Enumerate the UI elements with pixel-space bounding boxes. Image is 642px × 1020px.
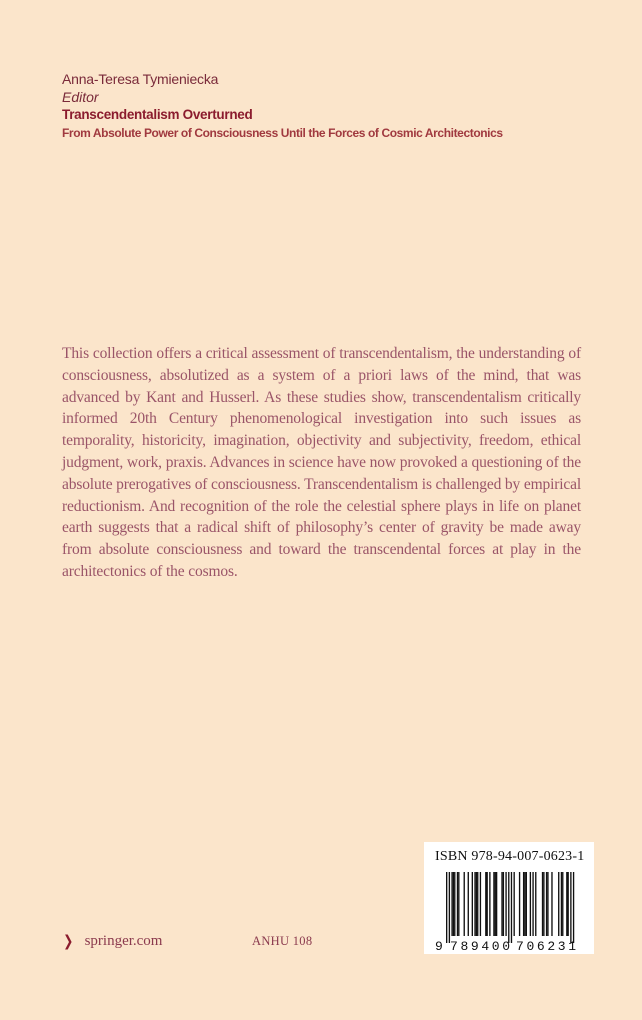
publisher-link[interactable] xyxy=(62,932,162,950)
barcode-bar xyxy=(547,872,548,936)
barcode-bar xyxy=(570,872,571,943)
barcode-bar xyxy=(451,872,452,936)
isbn-label: ISBN 978-94-007-0623-1 xyxy=(435,849,585,864)
barcode-bar xyxy=(505,872,506,936)
barcode-bar xyxy=(561,872,562,936)
barcode-bar xyxy=(519,872,520,936)
barcode-bar xyxy=(495,872,496,936)
barcode-bar xyxy=(485,872,486,936)
barcode-bar xyxy=(503,872,504,936)
isbn-barcode xyxy=(424,842,594,954)
barcode-bar xyxy=(477,872,478,936)
barcode-bar xyxy=(458,872,459,936)
barcode-bar xyxy=(566,872,567,936)
barcode-bar xyxy=(501,872,502,936)
barcode-bar xyxy=(514,872,515,936)
barcode-bar xyxy=(472,872,473,936)
barcode-bar xyxy=(532,872,533,936)
barcode-bar xyxy=(543,872,544,936)
barcode-bar xyxy=(551,872,552,936)
barcode-bar xyxy=(573,872,574,943)
series-code: ANHU 108 xyxy=(252,934,313,948)
barcode-bar xyxy=(446,872,447,943)
barcode-bar xyxy=(511,872,512,943)
barcode-bar xyxy=(524,872,525,936)
barcode-bar xyxy=(542,872,543,936)
barcode-bar xyxy=(546,872,547,936)
barcode-bar xyxy=(453,872,454,936)
barcode-bar xyxy=(480,872,481,936)
book-subtitle: From Absolute Power of Consciousness Until the Forces of Cosmic Architectonics xyxy=(62,126,503,140)
barcode-bar xyxy=(487,872,488,936)
barcode-bar xyxy=(468,872,469,936)
barcode-bar xyxy=(454,872,455,936)
barcode-bar xyxy=(562,872,563,936)
barcode-digits-left: 789400 xyxy=(450,939,510,954)
barcode-bar xyxy=(496,872,497,936)
barcode-bar xyxy=(568,872,569,936)
barcode-bar xyxy=(489,872,490,936)
barcode-bar xyxy=(476,872,477,936)
editor-role: Editor xyxy=(62,89,99,105)
barcode-bar xyxy=(526,872,527,936)
book-title: Transcendentalism Overturned xyxy=(62,107,253,122)
barcode-bar xyxy=(535,872,536,936)
barcode-graphic xyxy=(424,842,594,954)
barcode-bar xyxy=(457,872,458,936)
publisher-url[interactable]: springer.com xyxy=(84,932,163,949)
barcode-bar xyxy=(464,872,465,936)
author-name: Anna-Teresa Tymieniecka xyxy=(62,71,219,87)
book-description: This collection offers a critical assessment of transcendentalism, the understanding of consciousness, absolutized as a system of a priori laws of the mind, that was advanced by Kant and Husserl. As these studies show, transcendentalism critically informed 20th Century phenomenological investigation into such issues as temporality, historicity, imagination, objectivity and subjectivity, freedom, ethical judgment, work, praxis. Advances in science have now provoked a questioning of the absolute prerogatives of consciousness. Transcendentalism is challenged by empirical reductionism. And recognition of the role the celestial sphere plays in life on planet earth suggests that a radical shift of philosophy’s center of gravity be made away from absolute consciousness and toward the transcendental forces at play in the architectonics of the cosmos. xyxy=(62,345,582,580)
barcode-digits-right: 706231 xyxy=(516,939,576,954)
barcode-bar xyxy=(523,872,524,936)
barcode-bar xyxy=(558,872,559,936)
barcode-bar xyxy=(530,872,531,936)
barcode-bar xyxy=(474,872,475,936)
chevron-right-icon: ❯ xyxy=(63,932,74,950)
barcode-digit-first: 9 xyxy=(435,939,443,954)
barcode-bar xyxy=(508,872,509,943)
header xyxy=(62,70,622,142)
barcode-bar xyxy=(493,872,494,936)
barcode-bar xyxy=(449,872,450,943)
